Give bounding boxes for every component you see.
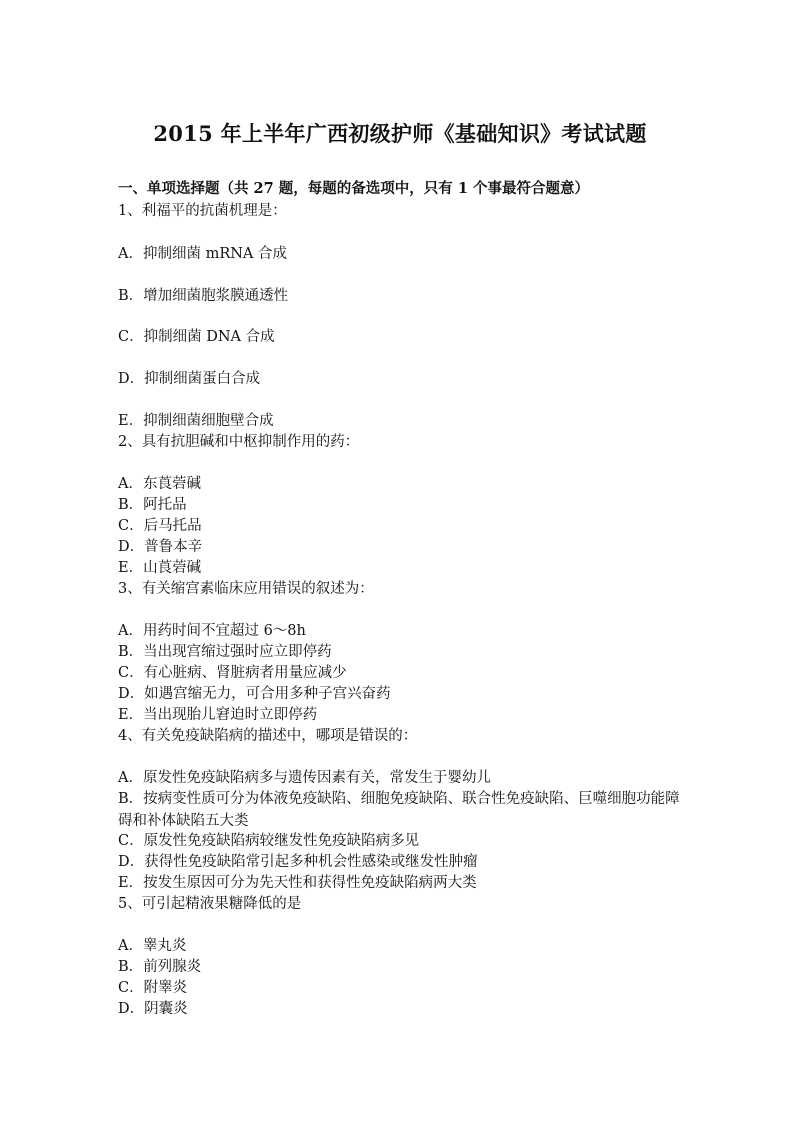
question-3-option-e: E．当出现胎儿窘迫时立即停药 [118, 707, 318, 723]
question-2-option-d: D．普鲁本辛 [118, 539, 203, 555]
question-5-option-a: A．睾丸炎 [118, 938, 187, 954]
section-heading: 一、单项选择题（共 27 题，每题的备选项中，只有 1 个事最符合题意） [118, 180, 589, 197]
question-3-option-c: C．有心脏病、肾脏病者用量应减少 [118, 665, 347, 681]
question-4-option-e: E．按发生原因可分为先天性和获得性免疫缺陷病两大类 [118, 875, 477, 891]
question-1-option-d: D．抑制细菌蛋白合成 [118, 371, 261, 387]
question-4-option-c: C．原发性免疫缺陷病较继发性免疫缺陷病多见 [118, 833, 420, 849]
question-2-option-e: E．山莨菪碱 [118, 560, 202, 576]
question-5-stem: 5、可引起精液果糖降低的是 [118, 896, 302, 912]
question-1-stem: 1、利福平的抗菌机理是： [118, 203, 287, 219]
question-1-option-b: B．增加细菌胞浆膜通透性 [118, 288, 289, 304]
question-3-option-b: B．当出现宫缩过强时应立即停药 [118, 644, 332, 660]
question-1-option-a: A．抑制细菌 mRNA 合成 [118, 246, 288, 262]
question-5-option-c: C．附睾炎 [118, 980, 188, 996]
question-4-option-a: A．原发性免疫缺陷病多与遗传因素有关，常发生于婴幼儿 [118, 770, 491, 786]
page-title: 2015 年上半年广西初级护师《基础知识》考试试题 [153, 121, 647, 146]
question-3-option-a: A．用药时间不宜超过 6～8h [118, 623, 306, 639]
question-4-option-b: B．按病变性质可分为体液免疫缺陷、细胞免疫缺陷、联合性免疫缺陷、巨噬细胞功能障碍和补体缺陷五大类 [118, 791, 680, 829]
question-4-stem: 4、有关免疫缺陷病的描述中，哪项是错误的： [118, 728, 418, 744]
question-2-option-a: A．东莨菪碱 [118, 476, 201, 492]
question-1-option-e: E．抑制细菌细胞壁合成 [118, 413, 274, 429]
question-1-option-c: C．抑制细菌 DNA 合成 [118, 329, 275, 345]
question-3-stem: 3、有关缩宫素临床应用错误的叙述为： [118, 581, 374, 597]
question-3-option-d: D．如遇宫缩无力，可合用多种子宫兴奋药 [118, 686, 391, 702]
question-2-option-c: C．后马托品 [118, 518, 202, 534]
question-2-option-b: B．阿托品 [118, 497, 187, 513]
question-5-option-d: D．阴囊炎 [118, 1001, 188, 1017]
question-2-stem: 2、具有抗胆碱和中枢抑制作用的药： [118, 434, 360, 450]
question-5-option-b: B．前列腺炎 [118, 959, 202, 975]
question-4-option-d: D．获得性免疫缺陷常引起多种机会性感染或继发性肿瘤 [118, 854, 478, 870]
